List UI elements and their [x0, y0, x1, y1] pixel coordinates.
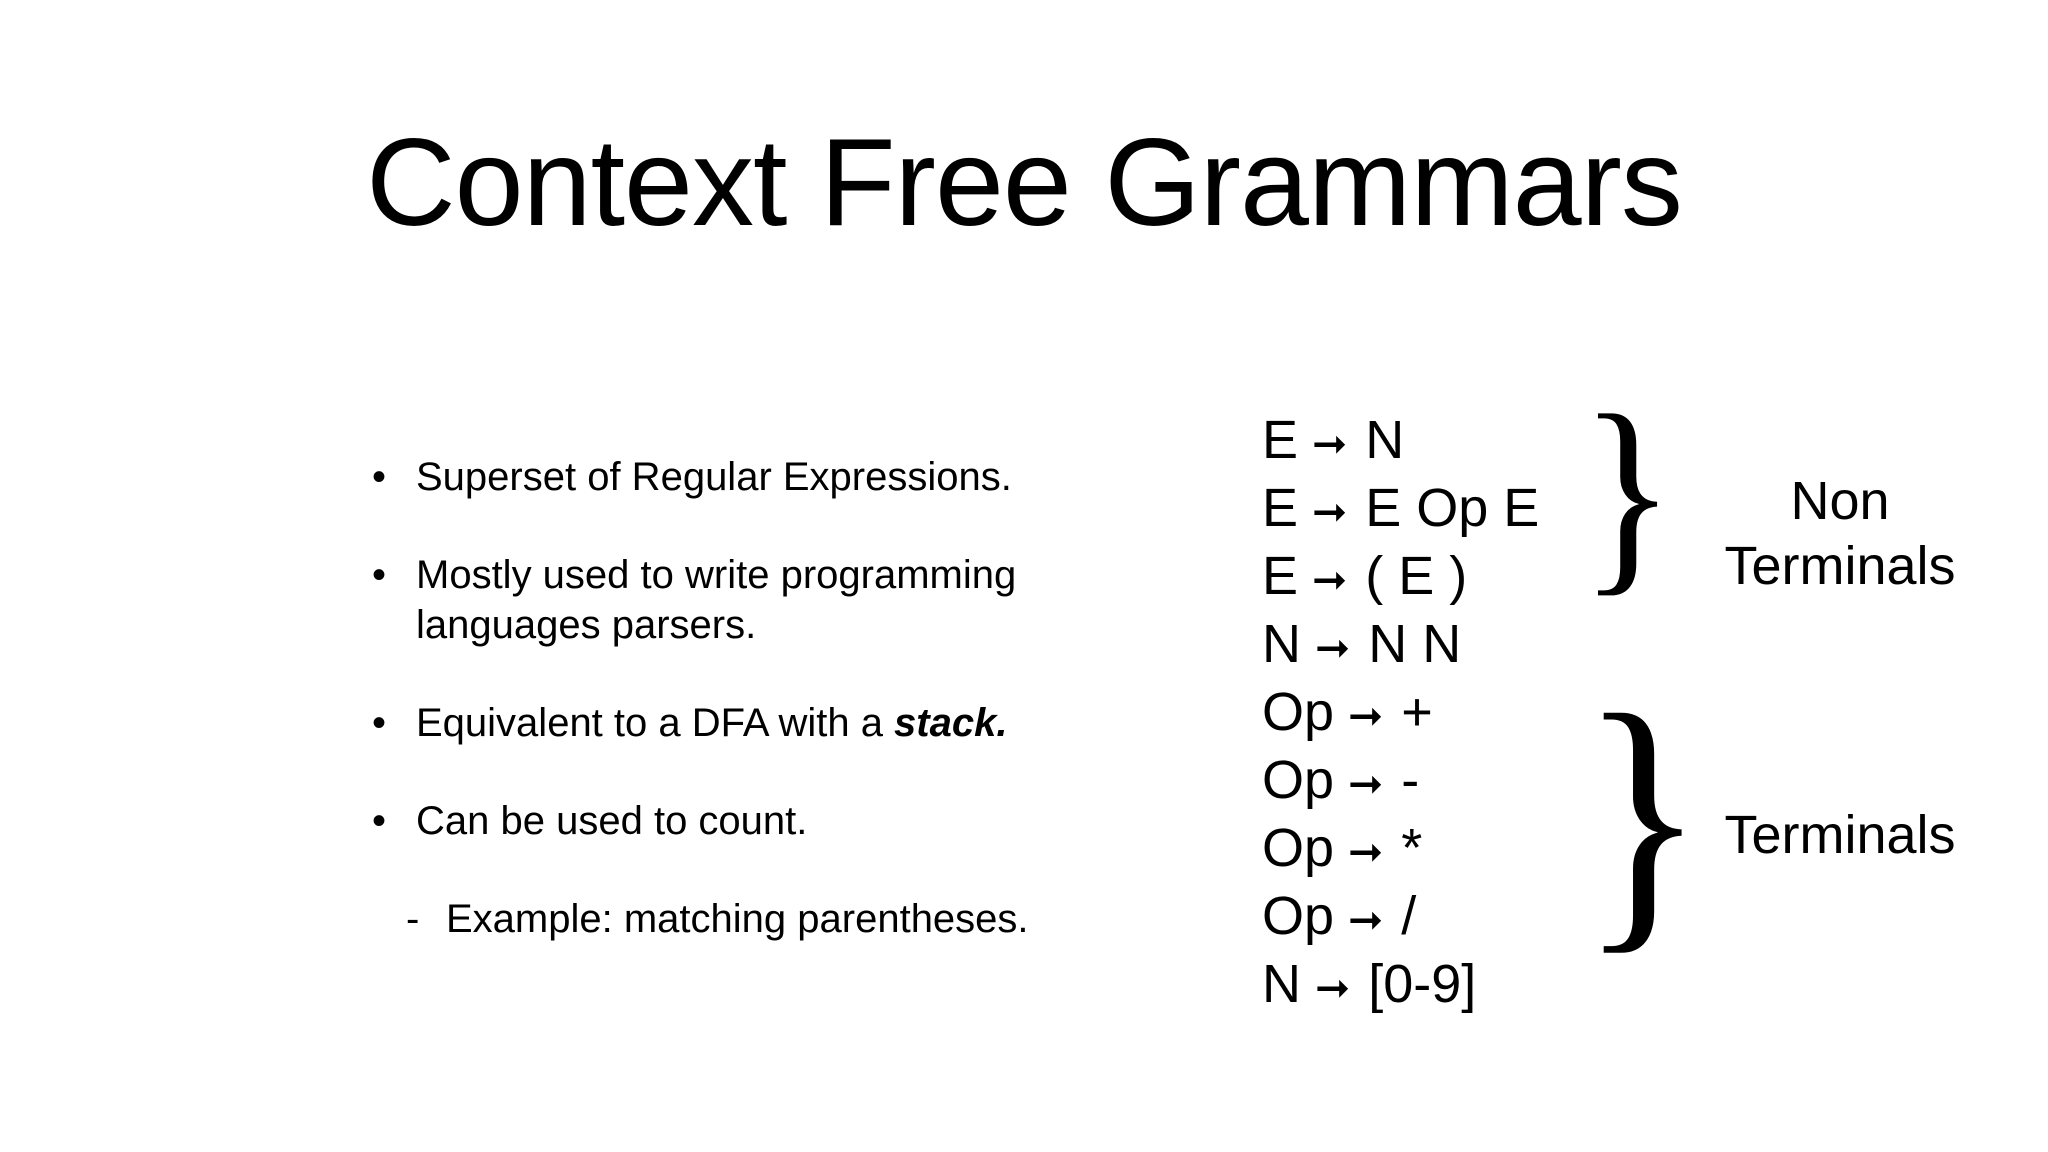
nonterminals-brace: }	[1580, 370, 1676, 614]
arrow-icon: ➞	[1315, 964, 1351, 1011]
rule-rhs: /	[1401, 886, 1417, 946]
grammar-rule	[1262, 612, 1539, 680]
grammar-rule	[1262, 408, 1539, 476]
terminals-label: Terminals	[1724, 805, 1956, 865]
bullet-text-emphasis: stack.	[894, 701, 1008, 745]
bullet-text-line-2: languages parsers.	[416, 603, 757, 647]
arrow-icon: ➞	[1348, 828, 1384, 875]
nonterminals-label-line-2: Terminals	[1724, 536, 1956, 596]
bullet-item	[372, 550, 1172, 650]
nonterminals-label	[1720, 469, 1960, 599]
rule-rhs: ( E )	[1365, 546, 1468, 606]
grammar-rule	[1262, 816, 1539, 884]
terminals-brace: }	[1580, 656, 1706, 977]
arrow-icon: ➞	[1348, 692, 1384, 739]
grammar-rule	[1262, 884, 1539, 952]
grammar-rule	[1262, 748, 1539, 816]
bullet-mark: •	[372, 701, 387, 745]
rule-rhs: E Op E	[1365, 478, 1540, 538]
arrow-icon: ➞	[1348, 760, 1384, 807]
rule-rhs: +	[1401, 682, 1433, 742]
rule-lhs: Op	[1262, 682, 1335, 742]
grammar-rules	[1262, 408, 1539, 1020]
arrow-icon: ➞	[1315, 624, 1351, 671]
rule-rhs: [0-9]	[1368, 954, 1477, 1014]
arrow-icon: ➞	[1348, 896, 1384, 943]
arrow-icon: ➞	[1312, 556, 1348, 603]
bullet-mark: •	[372, 799, 387, 843]
grammar-rule	[1262, 476, 1539, 544]
rule-rhs: N N	[1368, 614, 1462, 674]
bullet-item	[372, 698, 1172, 748]
grammar-rule	[1262, 680, 1539, 748]
bullet-text-line-1: Mostly used to write programming	[416, 553, 1017, 597]
rule-lhs: Op	[1262, 886, 1335, 946]
sub-bullet-text: Example: matching parentheses.	[446, 897, 1029, 941]
rule-lhs: E	[1262, 478, 1299, 538]
rule-lhs: N	[1262, 954, 1301, 1014]
bullet-text: Can be used to count.	[416, 799, 808, 843]
nonterminals-label-line-1: Non	[1790, 471, 1890, 531]
rule-rhs: N	[1365, 410, 1405, 470]
rule-lhs: Op	[1262, 818, 1335, 878]
bullet-text-prefix: Equivalent to a DFA with a	[416, 701, 895, 745]
rule-rhs: *	[1401, 818, 1423, 878]
bullet-list	[372, 452, 1172, 944]
bullet-mark: •	[372, 553, 387, 597]
rule-lhs: E	[1262, 410, 1299, 470]
rule-lhs: N	[1262, 614, 1301, 674]
bullet-item	[372, 796, 1172, 846]
grammar-rule	[1262, 544, 1539, 612]
sub-bullet-mark: -	[406, 897, 420, 941]
sub-bullet-item	[372, 894, 1172, 944]
rule-lhs: Op	[1262, 750, 1335, 810]
bullet-text: Superset of Regular Expressions.	[416, 455, 1012, 499]
rule-lhs: E	[1262, 546, 1299, 606]
rule-rhs: -	[1401, 750, 1420, 810]
slide-title: Context Free Grammars	[366, 114, 1682, 252]
grammar-rule	[1262, 952, 1539, 1020]
arrow-icon: ➞	[1312, 420, 1348, 467]
bullet-item	[372, 452, 1172, 502]
bullet-mark: •	[372, 455, 387, 499]
arrow-icon: ➞	[1312, 488, 1348, 535]
